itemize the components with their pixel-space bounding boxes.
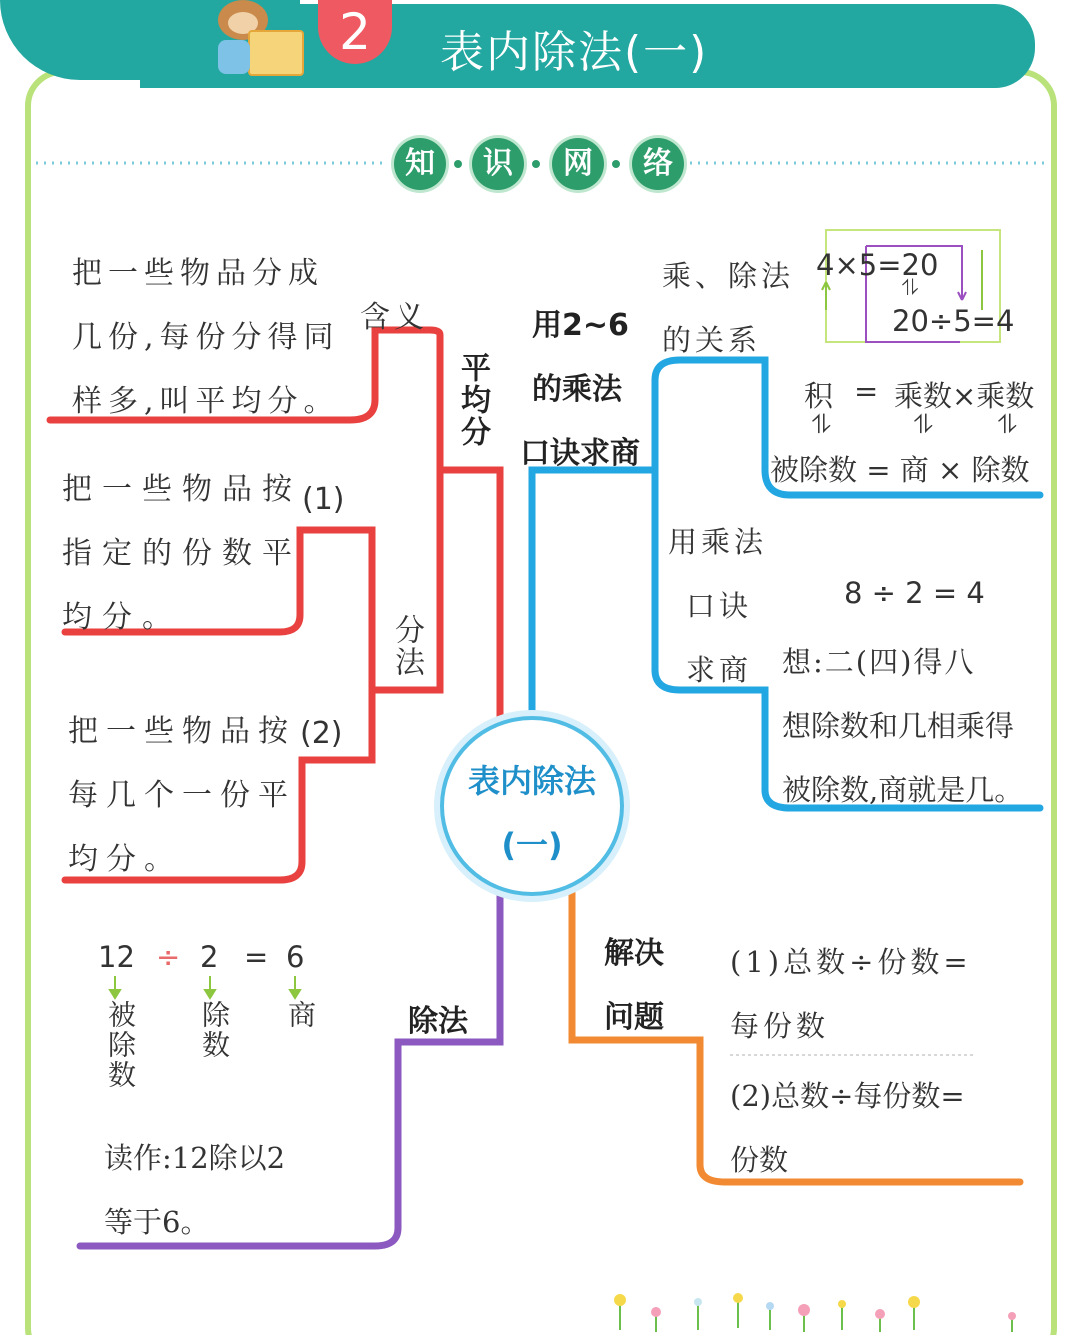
bear-mascot-icon [212, 0, 302, 80]
method1-line-1: 把一些物品按 [62, 472, 302, 507]
division-equals: = [244, 940, 269, 974]
relation-label-1: 乘、除法 [662, 259, 795, 293]
blue-trunk [532, 470, 655, 720]
problem-item2-line-1: (2)总数÷每份数= [730, 1079, 965, 1113]
method-label-2: 口诀 [686, 589, 753, 623]
formula-row-2: 被除数 = 商 × 除数 [770, 453, 1030, 487]
method1-line-3: 均分。 [62, 600, 182, 635]
meaning-label: 含义 [360, 300, 428, 335]
method2-line-2: 每几个一份平 [68, 778, 296, 813]
method1-line-2: 指定的份数平 [62, 536, 302, 571]
example-think: 想:二(四)得八 [782, 645, 976, 679]
division-dividend: 12 [98, 940, 135, 974]
branch-label-jiejue-2: 问题 [604, 1000, 664, 1035]
division-arrows [110, 976, 300, 998]
reading-line-2: 等于6。 [104, 1205, 210, 1239]
relation-swap-icon: ⥮ [902, 276, 918, 301]
branch-label-chufa: 除法 [408, 1004, 468, 1039]
example-equation: 8 ÷ 2 = 4 [844, 576, 985, 610]
branch-label-jiejue-1: 解决 [604, 936, 664, 971]
method2-line-1: 把一些物品按 [68, 714, 296, 749]
division-sign: ÷ [156, 940, 181, 974]
meaning-line-2: 几份,每份分得同 [72, 320, 340, 355]
red-trunk [440, 470, 500, 730]
part-name-quotient: 商 [284, 1000, 317, 1030]
page-title: 表内除法(一) [440, 27, 709, 78]
division-divisor: 2 [200, 940, 219, 974]
rule-line-1: 想除数和几相乘得 [782, 709, 1015, 743]
section-title-char-3: 网 [552, 138, 604, 190]
method-label-3: 求商 [686, 653, 753, 687]
chapter-number-badge: 2 [318, 0, 392, 64]
center-node-subtitle: (一) [501, 826, 563, 864]
method2-number: (2) [300, 716, 343, 751]
flower-decoration [614, 1293, 1016, 1332]
reading-line-1: 读作:12除以2 [104, 1141, 286, 1175]
section-title-dot-3 [612, 160, 620, 168]
relation-eq-top: 4×5=20 [816, 248, 939, 282]
method1-number: (1) [302, 482, 345, 517]
rule-line-2: 被除数,商就是几。 [782, 773, 1024, 807]
formula-product: 积 [804, 379, 834, 413]
meaning-line-3: 样多,叫平均分。 [72, 384, 340, 419]
problem-item2-line-2: 份数 [730, 1143, 789, 1177]
meaning-line-1: 把一些物品分成 [72, 256, 324, 291]
problem-item1-line-1: (1)总数÷份数= [730, 945, 972, 979]
formula-swap-icon-2: ⥮ [914, 410, 933, 440]
section-title-char-4: 络 [632, 138, 684, 190]
methods-label: 分法 [389, 614, 424, 678]
section-title-dot-1 [454, 160, 462, 168]
center-node-title: 表内除法 [467, 762, 596, 800]
formula-swap-icon-1: ⥮ [812, 410, 831, 440]
formula-equals: = [854, 374, 879, 408]
section-title-dot-2 [532, 160, 540, 168]
section-title-char-2: 识 [472, 138, 524, 190]
relation-label-2: 的关系 [662, 323, 762, 357]
problem-item1-line-2: 每份数 [730, 1009, 830, 1043]
formula-swap-icon-3: ⥮ [998, 410, 1017, 440]
method-label-1: 用乘法 [668, 525, 768, 559]
part-name-dividend: 被除数 [104, 1000, 137, 1090]
relation-eq-bottom: 20÷5=4 [892, 304, 1015, 338]
division-quotient: 6 [286, 940, 305, 974]
branch-label-pingjunfen: 平均分 [455, 352, 490, 448]
formula-factors: 乘数×乘数 [894, 379, 1035, 413]
branch-label-chenfa-3: 口诀求商 [520, 436, 640, 471]
center-node [440, 716, 624, 896]
branch-label-chenfa-2: 的乘法 [532, 372, 622, 407]
part-name-divisor: 除数 [198, 1000, 231, 1060]
section-title-char-1: 知 [394, 138, 446, 190]
method2-line-3: 均分。 [68, 842, 182, 877]
branch-label-chenfa-1: 用2~6 [532, 308, 629, 343]
